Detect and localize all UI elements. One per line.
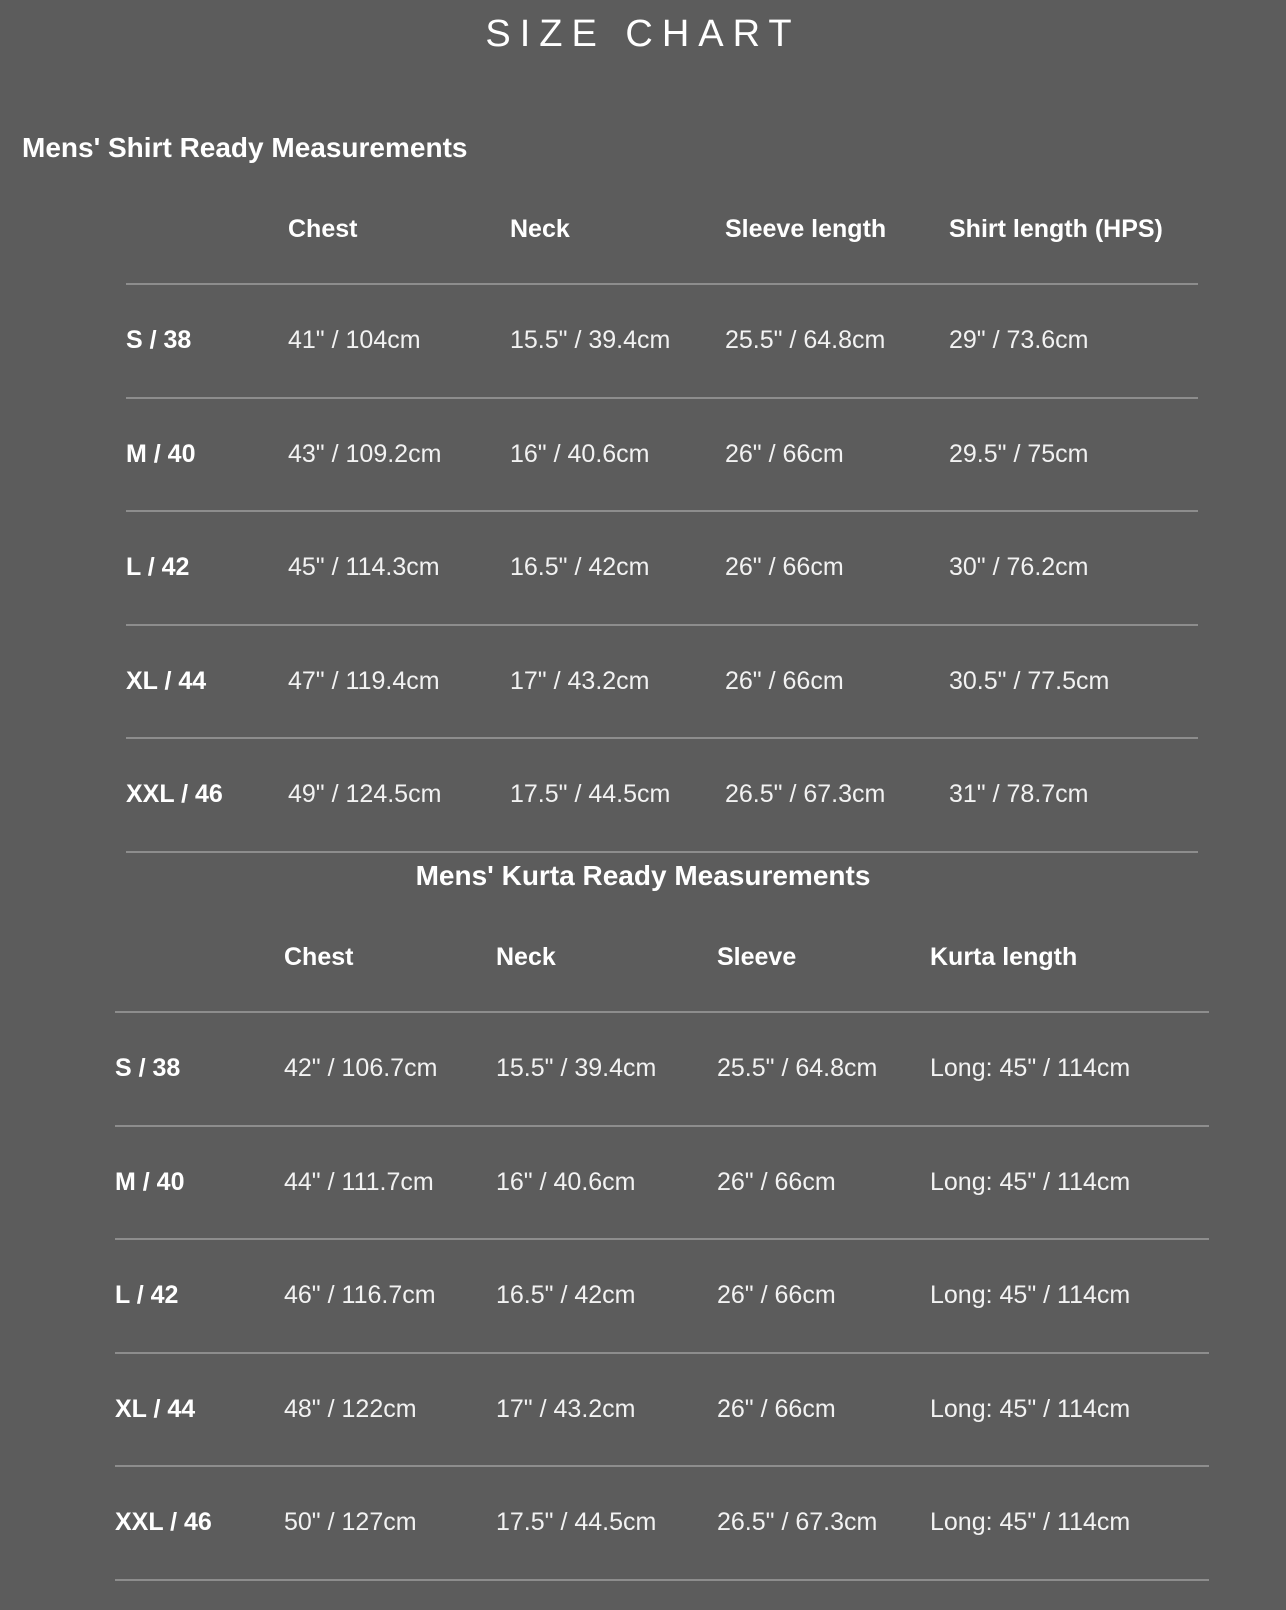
length-value: Long: 45" / 114cm	[930, 1353, 1209, 1467]
length-value: 30" / 76.2cm	[949, 511, 1198, 625]
size-label: XXL / 46	[126, 738, 288, 852]
length-value: Long: 45" / 114cm	[930, 1239, 1209, 1353]
chest-value: 41" / 104cm	[288, 284, 510, 398]
neck-value: 16.5" / 42cm	[510, 511, 725, 625]
length-value: Long: 45" / 114cm	[930, 1126, 1209, 1240]
chest-value: 48" / 122cm	[284, 1353, 496, 1467]
chest-value: 50" / 127cm	[284, 1466, 496, 1580]
size-label: XL / 44	[126, 625, 288, 739]
size-label: XXL / 46	[115, 1466, 284, 1580]
kurta-section-heading: Mens' Kurta Ready Measurements	[415, 860, 871, 891]
length-value: 29" / 73.6cm	[949, 284, 1198, 398]
length-value: Long: 45" / 114cm	[930, 1012, 1209, 1126]
neck-value: 16.5" / 42cm	[496, 1239, 717, 1353]
table-row	[115, 1466, 1209, 1580]
column-header-neck: Neck	[510, 215, 570, 243]
sleeve-value: 25.5" / 64.8cm	[717, 1012, 930, 1126]
sleeve-value: 26" / 66cm	[717, 1353, 930, 1467]
table-row	[115, 1239, 1209, 1353]
kurta-size-table	[115, 904, 1209, 1581]
neck-value: 15.5" / 39.4cm	[496, 1012, 717, 1126]
sleeve-value: 26" / 66cm	[717, 1126, 930, 1240]
size-label: M / 40	[126, 398, 288, 512]
sleeve-value: 26" / 66cm	[725, 511, 949, 625]
neck-value: 15.5" / 39.4cm	[510, 284, 725, 398]
column-header-shirt-length: Shirt length (HPS)	[949, 215, 1163, 243]
length-value: 29.5" / 75cm	[949, 398, 1198, 512]
chest-value: 42" / 106.7cm	[284, 1012, 496, 1126]
neck-value: 16" / 40.6cm	[496, 1126, 717, 1240]
chest-value: 45" / 114.3cm	[288, 511, 510, 625]
size-label: XL / 44	[115, 1353, 284, 1467]
length-value: Long: 45" / 114cm	[930, 1466, 1209, 1580]
table-row	[115, 1012, 1209, 1126]
neck-value: 16" / 40.6cm	[510, 398, 725, 512]
table-row	[126, 511, 1198, 625]
shirt-table-header-row	[126, 176, 1198, 284]
neck-value: 17" / 43.2cm	[496, 1353, 717, 1467]
chest-value: 47" / 119.4cm	[288, 625, 510, 739]
neck-value: 17.5" / 44.5cm	[510, 738, 725, 852]
column-header-chest: Chest	[284, 943, 354, 971]
sleeve-value: 26" / 66cm	[725, 398, 949, 512]
column-header-chest: Chest	[288, 215, 358, 243]
column-header-kurta-length: Kurta length	[930, 943, 1078, 971]
table-row	[126, 398, 1198, 512]
size-label: L / 42	[115, 1239, 284, 1353]
page-title: SIZE CHART	[485, 13, 801, 55]
size-label: S / 38	[126, 284, 288, 398]
shirt-section-heading: Mens' Shirt Ready Measurements	[22, 132, 468, 163]
table-row	[126, 738, 1198, 852]
table-row	[126, 284, 1198, 398]
chest-value: 44" / 111.7cm	[284, 1126, 496, 1240]
size-label: S / 38	[115, 1012, 284, 1126]
length-value: 31" / 78.7cm	[949, 738, 1198, 852]
sleeve-value: 26.5" / 67.3cm	[717, 1466, 930, 1580]
column-header-sleeve: Sleeve	[717, 943, 797, 971]
column-header-sleeve-length: Sleeve length	[725, 215, 887, 243]
neck-value: 17" / 43.2cm	[510, 625, 725, 739]
table-row	[126, 625, 1198, 739]
chest-value: 46" / 116.7cm	[284, 1239, 496, 1353]
table-row	[115, 1126, 1209, 1240]
column-header-neck: Neck	[496, 943, 556, 971]
neck-value: 17.5" / 44.5cm	[496, 1466, 717, 1580]
column-header-size	[126, 176, 288, 284]
shirt-size-table	[126, 176, 1198, 853]
kurta-table-header-row	[115, 904, 1209, 1012]
sleeve-value: 25.5" / 64.8cm	[725, 284, 949, 398]
sleeve-value: 26.5" / 67.3cm	[725, 738, 949, 852]
column-header-size	[115, 904, 284, 1012]
chest-value: 49" / 124.5cm	[288, 738, 510, 852]
sleeve-value: 26" / 66cm	[725, 625, 949, 739]
table-row	[115, 1353, 1209, 1467]
size-label: L / 42	[126, 511, 288, 625]
size-label: M / 40	[115, 1126, 284, 1240]
length-value: 30.5" / 77.5cm	[949, 625, 1198, 739]
chest-value: 43" / 109.2cm	[288, 398, 510, 512]
sleeve-value: 26" / 66cm	[717, 1239, 930, 1353]
